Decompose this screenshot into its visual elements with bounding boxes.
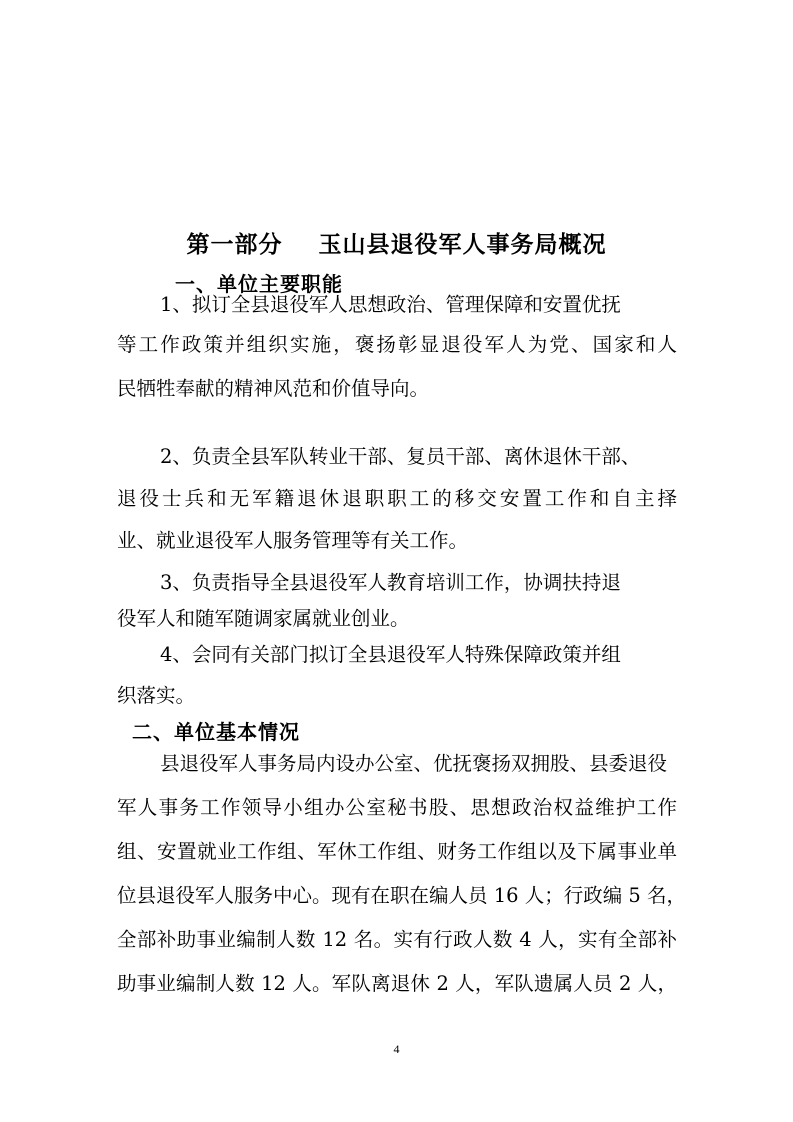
section-heading-basic-info: 二、单位基本情况 xyxy=(132,720,300,744)
paragraph-line: 役军人和随军随调家属就业创业。 xyxy=(117,607,410,630)
paragraph-line: 民牺牲奉献的精神风范和价值导向。 xyxy=(117,377,430,400)
paragraph-line: 位县退役军人服务中心。现有在职在编人员 16 人；行政编 5 名， xyxy=(117,884,687,907)
paragraph-line: 织落实。 xyxy=(117,684,196,707)
paragraph-line: 助事业编制人数 12 人。军队离退休 2 人，军队遗属人员 2 人， xyxy=(117,972,677,995)
page-number: 4 xyxy=(393,1042,400,1056)
paragraph-line: 1、拟订全县退役军人思想政治、管理保障和安置优抚 xyxy=(160,293,621,316)
paragraph-line: 县退役军人事务局内设办公室、优抚褒扬双拥股、县委退役 xyxy=(160,752,668,775)
paragraph-line: 全部补助事业编制人数 12 名。实有行政人数 4 人，实有全部补 xyxy=(117,928,677,951)
section-heading-functions: 一、单位主要职能 xyxy=(175,272,343,296)
paragraph-line: 业、就业退役军人服务管理等有关工作。 xyxy=(117,529,469,552)
paragraph-line: 组、安置就业工作组、军休工作组、财务工作组以及下属事业单 xyxy=(117,840,677,863)
paragraph-line: 4、会同有关部门拟订全县退役军人特殊保障政策并组 xyxy=(160,643,621,666)
paragraph-line: 等工作政策并组织实施，褒扬彰显退役军人为党、国家和人 xyxy=(117,333,677,356)
paragraph-line: 3、负责指导全县退役军人教育培训工作，协调扶持退 xyxy=(160,571,621,594)
page-title: 第一部分 玉山县退役军人事务局概况 xyxy=(186,232,607,258)
paragraph-line: 2、负责全县军队转业干部、复员干部、离休退休干部、 xyxy=(160,445,641,468)
paragraph-line: 军人事务工作领导小组办公室秘书股、思想政治权益维护工作 xyxy=(117,796,677,819)
paragraph-line: 退役士兵和无军籍退休退职职工的移交安置工作和自主择 xyxy=(117,487,677,510)
